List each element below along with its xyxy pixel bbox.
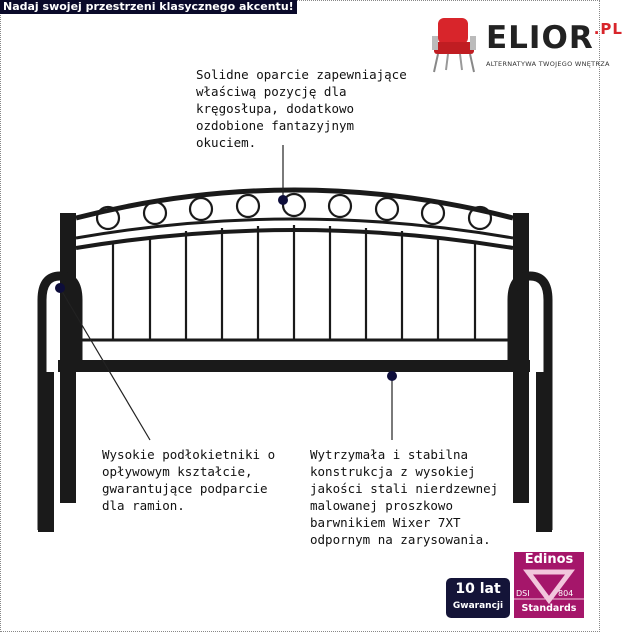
callout-line: właściwą pozycję dla xyxy=(196,84,347,99)
callout-line: konstrukcja z wysokiej xyxy=(310,464,476,479)
armrest-marker xyxy=(55,283,65,293)
callout-line: malowanej proszkowo xyxy=(310,498,453,513)
edinos-number: 804 xyxy=(558,589,574,598)
callout-line: gwarantujące podparcie xyxy=(102,481,268,496)
callout-line: Wysokie podłokietniki o xyxy=(102,447,276,462)
backrest-callout xyxy=(196,66,407,151)
logo-suffix: .PL xyxy=(593,20,623,38)
callout-line: odpornym na zarysowania. xyxy=(310,532,491,547)
callout-line: barwnikiem Wixer 7XT xyxy=(310,515,461,530)
promo-banner: Nadaj swojej przestrzeni klasycznego akcentu! xyxy=(0,0,297,14)
callout-line: Solidne oparcie zapewniające xyxy=(196,67,407,82)
edinos-title: Edinos xyxy=(524,552,574,567)
callout-line: dla ramion. xyxy=(102,498,185,513)
warranty-badge xyxy=(446,578,510,618)
construction-marker xyxy=(387,371,397,381)
construction-callout xyxy=(310,446,498,548)
logo-tagline: ALTERNATYWA TWOJEGO WNĘTRZA xyxy=(486,60,610,68)
callout-line: jakości stali nierdzewnej xyxy=(310,481,499,496)
edinos-standards: Standards xyxy=(521,603,577,614)
warranty-years: 10 lat xyxy=(455,581,501,597)
backrest-marker xyxy=(278,195,288,205)
armrest-callout xyxy=(102,446,275,514)
edinos-badge xyxy=(514,552,584,618)
callout-line: okuciem. xyxy=(196,135,257,150)
logo-name: ELIOR xyxy=(486,20,594,56)
warranty-label: Gwarancji xyxy=(452,601,504,611)
callout-line: ozdobione fantazyjnym xyxy=(196,118,355,133)
callout-line: kręgosłupa, dodatkowo xyxy=(196,101,355,116)
edinos-dsi: DSI xyxy=(516,589,530,598)
callout-line: Wytrzymała i stabilna xyxy=(310,447,469,462)
callout-line: opływowym kształcie, xyxy=(102,464,253,479)
